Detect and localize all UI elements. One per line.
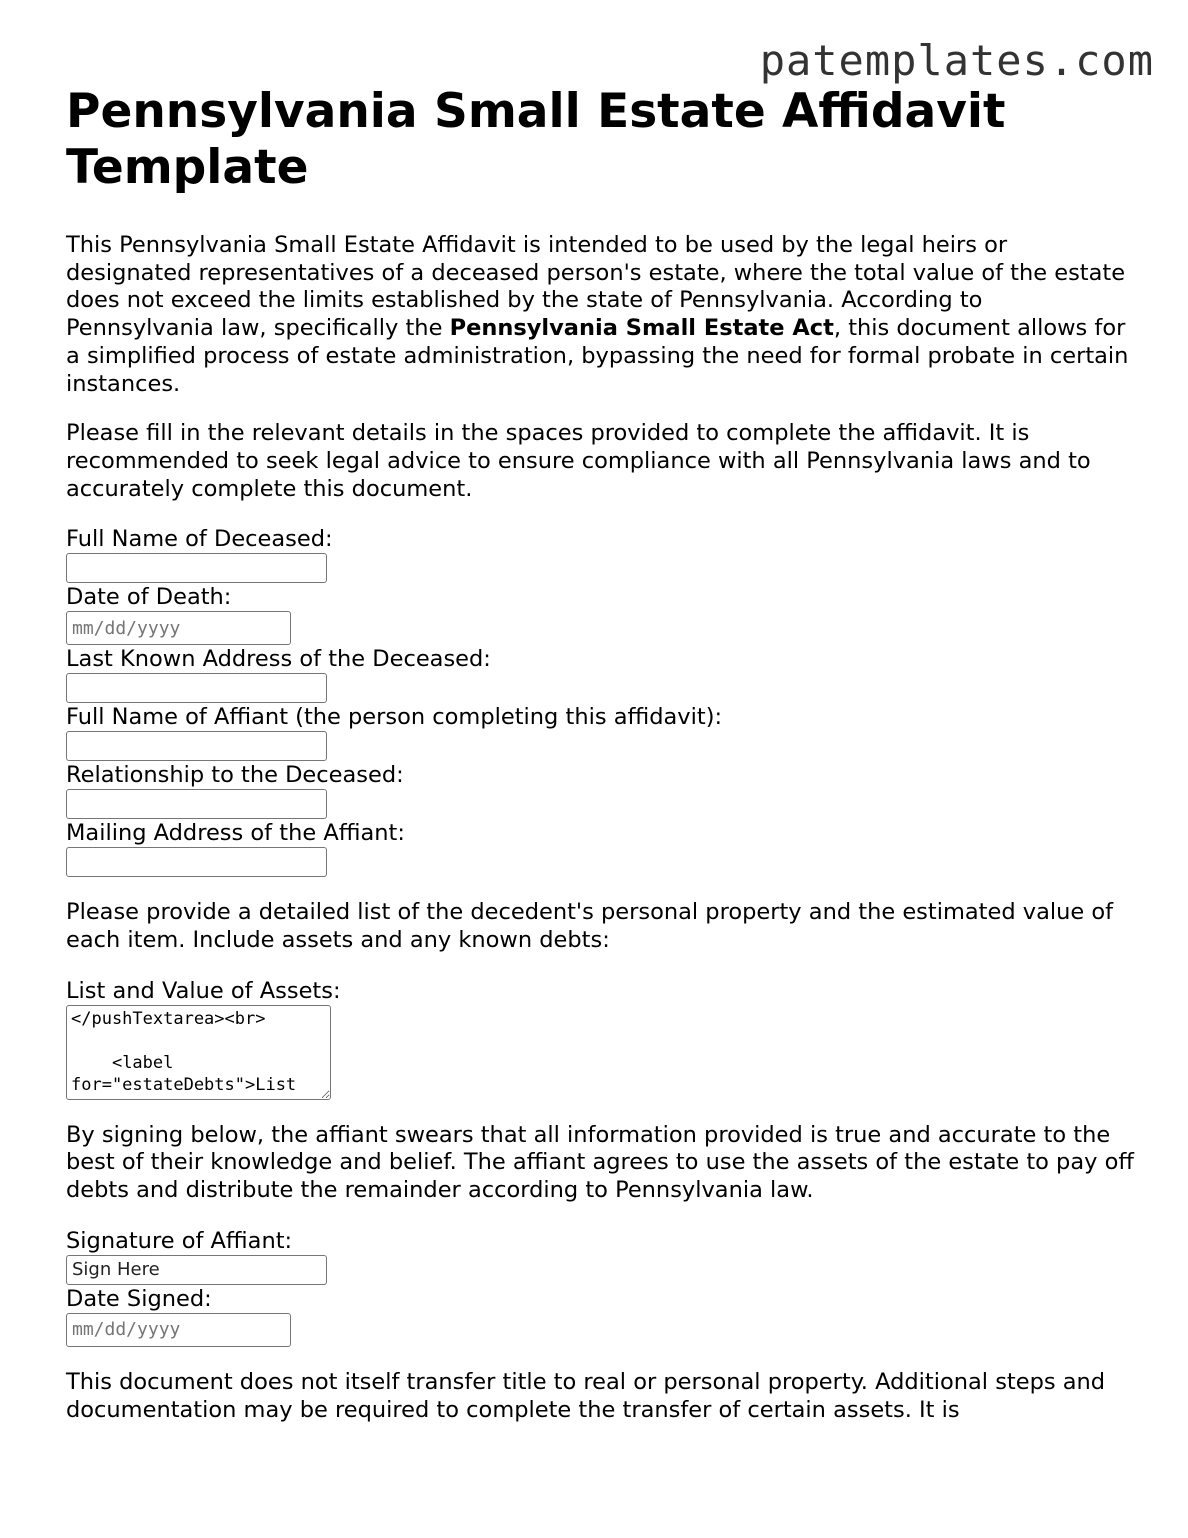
deceased-name-input[interactable]	[66, 553, 327, 583]
intro-act-name: Pennsylvania Small Estate Act	[449, 315, 834, 342]
assets-label: List and Value of Assets:	[66, 977, 341, 1004]
relationship-input[interactable]	[66, 789, 327, 819]
instructions-paragraph: Please fill in the relevant details in the spaces provided to complete the affidavit. It is recommended to seek legal advice to ensure compliance with all Pennsylvania laws and to accurately complete this document.	[66, 420, 1091, 502]
affiant-address-input[interactable]	[66, 847, 327, 877]
assets-textarea[interactable]	[66, 1005, 331, 1100]
affiant-name-label: Full Name of Affiant (the person completing this affidavit):	[66, 704, 723, 731]
relationship-label: Relationship to the Deceased:	[66, 762, 404, 789]
assets-field	[66, 977, 1136, 1100]
date-signed-input[interactable]	[66, 1313, 291, 1347]
affiant-name-input[interactable]	[66, 731, 327, 761]
watermark: patemplates.com	[759, 36, 1154, 85]
intro-paragraph	[66, 232, 1136, 398]
signature-label: Signature of Affiant:	[66, 1227, 293, 1254]
document-body	[66, 84, 1136, 1446]
affiant-address-label: Mailing Address of the Affiant:	[66, 820, 405, 847]
footer-paragraph: This document does not itself transfer title to real or personal property. Additional steps and documentation may be required to complete the transfer of certain assets. It is	[66, 1368, 1106, 1423]
page-title: Pennsylvania Small Estate Affidavit Template	[66, 84, 1006, 195]
date-of-death-label: Date of Death:	[66, 584, 232, 611]
signature-fields	[66, 1227, 1136, 1347]
deceased-address-input[interactable]	[66, 673, 327, 703]
deceased-info-fields	[66, 525, 1136, 877]
signature-input[interactable]	[66, 1255, 327, 1285]
deceased-name-label: Full Name of Deceased:	[66, 526, 333, 553]
intro-text-end: , this document allows for a simplified process of estate administration, bypassing the need for formal probate in certain instances.	[66, 315, 1129, 397]
oath-paragraph: By signing below, the affiant swears that all information provided is true and accurate to the best of their knowledge and belief. The affiant agrees to use the assets of the estate to pay off debts and distribute the remainder according to Pennsylvania law.	[66, 1121, 1134, 1204]
intro-text-start: This Pennsylvania Small Estate Affidavit is intended to be used by the legal heirs or designated representatives of a deceased person's estate, where the total value of the estate does not exceed the limits established by the state of Pennsylvania. According to Pennsylvania law, specifically the	[66, 232, 1126, 342]
deceased-address-label: Last Known Address of the Deceased:	[66, 646, 491, 673]
date-of-death-input[interactable]	[66, 611, 291, 645]
property-instructions: Please provide a detailed list of the decedent's personal property and the estimated value of each item. Include assets and any known debts:	[66, 899, 1114, 954]
date-signed-label: Date Signed:	[66, 1285, 212, 1312]
